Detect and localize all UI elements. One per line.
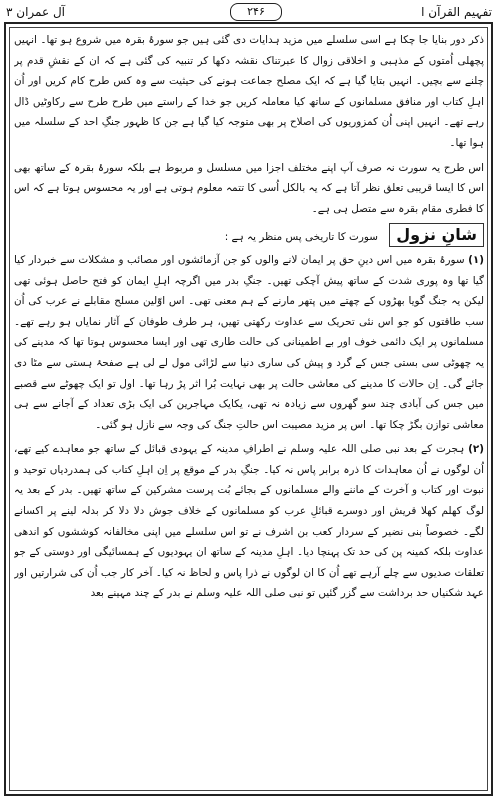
book-title: تفہیم القرآن ا (421, 5, 492, 19)
paragraph-2-text: ہجرت کے بعد نبی صلی اللہ علیہ وسلم نے اطرافِ مدینہ کے یہودی قبائل کے ساتھ جو معاہدے کیے تھے، اُن لوگوں نے اُن معاہدات کا ذرہ برابر پاس نہ کیا۔ جنگِ بدر کے موقع پر اِن اہلِ کتاب کی ہمدردیاں توحید و نبوت اور کتاب و آخرت کے ماننے والے مسلمانوں کے بجائے بُت پرست مشرکین کے ساتھ تھیں۔ بدر کے بعد یہ لوگ کھلم کھلا قریش اور دوسرے قبائلِ عرب کو مسلمانوں کے خلاف جوش دلا دلا کر بدلہ لینے پر اکسانے لگے۔ خصوصاً بنی نضیر کے سردار کعب بن اشرف نے تو اس سلسلے میں اپنی مخالفانہ کوششوں کو اندھی عداوت بلکہ کمینہ پن کی حد تک پہنچا دیا۔ اہلِ مدینہ کے ساتھ ان یہودیوں کے ہمسائیگی اور دوستی کے جو تعلقات صدیوں سے چلے آرہے تھے اُن کا ان لوگوں نے ذرا پاس و لحاظ نہ کیا۔ آخر کار جب اُن کی شرارتیں اور عہد شکنیاں حد برداشت سے گزر گئیں تو نبی صلی اللہ علیہ وسلم نے بدر کے چند مہینے بعد (14, 443, 484, 600)
section-paragraph-2 (14, 439, 484, 604)
section-heading-row (14, 223, 484, 248)
section-heading-suffix: سورت کا تاریخی پس منظر یہ ہے : (224, 231, 378, 244)
section-heading: شانِ نزول (389, 223, 484, 247)
surah-name: آل عمران ۳ (6, 5, 65, 19)
paragraph-number-1: (۱) (468, 253, 484, 266)
paragraph-1-text: سورۂ بقرہ میں اس دینِ حق پر ایمان لانے والوں کو جن آزمائشوں اور مصائب و مشکلات سے خبردار کیا گیا تھا وہ پوری شدت کے ساتھ پیش آچکی تھیں۔ جنگِ بدر میں اگرچہ اہلِ ایمان کو فتح حاصل ہوئی تھی لیکن یہ جنگ گویا بھڑوں کے چھتے میں پتھر مارنے کے ہم معنی تھی۔ اس اوّلین مسلح مقابلے نے عرب کی اُن سب طاقتوں کو جو اس نئی تحریک سے عداوت رکھتی تھیں، ہر طرف طوفان کے آثار نمایاں ہو رہے تھے۔ مسلمانوں پر ایک دائمی خوف اور بے اطمینانی کی حالت طاری تھی اور ایسا محسوس ہوتا تھا کہ مدینے کی یہ چھوٹی سی بستی جس کے گرد و پیش کی ساری دنیا سے لڑائی مول لے لی ہے صفحۂ ہستی سے مٹا دی جائے گی۔ اِن حالات کا مدینے کی معاشی حالت پر بھی نہایت بُرا اثر پڑ رہا تھا۔ اول تو ایک چھوٹے سے قصبے میں جس کی آبادی چند سو گھروں سے زیادہ نہ تھی، یکایک مہاجرین کی ایک بڑی تعداد کے آجانے سے ہی معاشی توازن بگڑ چکا تھا۔ اس پر مزید مصیبت اس حالتِ جنگ کی وجہ سے نازل ہو گئی۔ (14, 253, 484, 431)
intro-paragraph-1: ذکر دور بنایا جا چکا ہے اسی سلسلے میں مزید ہدایات دی گئی ہیں جو سورۂ بقرہ میں شروع ہو تھا۔ انہیں پچھلی اُمتوں کے مذہبی و اخلاقی زوال کا عبرتناک نقشہ دکھا کر تنبیہ کی گئی ہے کہ ان کے نقشِ قدم پر چلنے سے بچیں۔ انہیں بتایا گیا ہے کہ ایک مصلح جماعت ہونے کی حیثیت سے وہ کس طرح کام کریں اور اُن اہلِ کتاب اور منافق مسلمانوں کے ساتھ کیا معاملہ کریں جو خدا کے راستے میں طرح طرح سے رکاوٹیں ڈال رہے تھے۔ انہیں اپنی اُن کمزوریوں کی اصلاح پر بھی متوجہ کیا گیا ہے جن کا ظہور جنگِ احد کے سلسلہ میں ہوا تھا۔ (14, 34, 484, 149)
page-body (14, 30, 484, 790)
paragraph-number-2: (۲) (468, 443, 484, 456)
intro-paragraph-2: اس طرح یہ سورت نہ صرف آپ اپنے مختلف اجزا میں مسلسل و مربوط ہے بلکہ سورۂ بقرہ کے ساتھ بھی اس کا ایسا قریبی تعلق نظر آتا ہے کہ یہ بالکل اُسی کا تتمہ معلوم ہوتی ہے اور یہ محسوس ہوتا ہے کہ اس کا فطری مقام بقرہ سے متصل ہی ہے۔ (14, 161, 484, 215)
page-number: ۲۴۶ (230, 3, 282, 21)
section-paragraph-1 (14, 250, 484, 435)
running-header (6, 2, 492, 22)
